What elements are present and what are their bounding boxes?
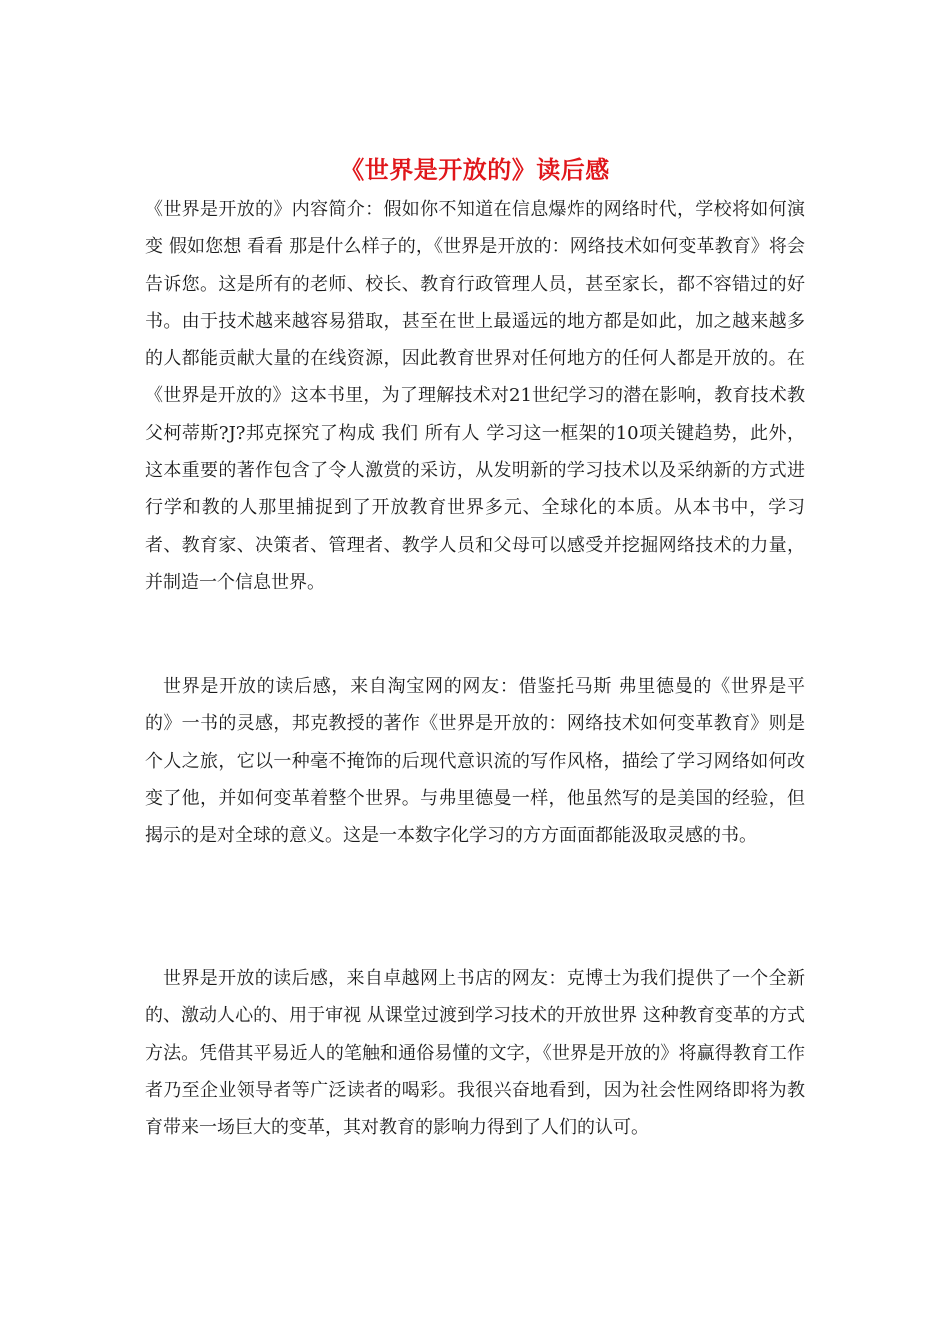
paragraph-introduction: 《世界是开放的》内容简介：假如你不知道在信息爆炸的网络时代，学校将如何演变 假如您想 看看 那是什么样子的，《世界是开放的：网络技术如何变革教育》将会告诉您。这是所有的老师、校长、教育行政管理人员，甚至家长，都不容错过的好书。由于技术越来越容易猎取，甚至在世上最遥远的地方都是如此，加之越来越多的人都能贡献大量的在线资源，因此教育世界对任何地方的任何人都是开放的。在《世界是开放的》这本书里，为了理解技术对21世纪学习的潜在影响，教育技术教父柯蒂斯?J?邦克探究了构成 我们 所有人 学习这一框架的10项关键趋势，此外，这本重要的著作包含了令人激赏的采访，从发明新的学习技术以及采纳新的方式进行学和教的人那里捕捉到了开放教育世界多元、全球化的本质。从本书中，学习者、教育家、决策者、管理者、教学人员和父母可以感受并挖掘网络技术的力量，并制造一个信息世界。 [145, 199, 805, 593]
paragraph-joyo-review: 世界是开放的读后感，来自卓越网上书店的网友：克博士为我们提供了一个全新的、激动人心的、用于审视 从课堂过渡到学习技术的开放世界 这种教育变革的方式方法。凭借其平易近人的笔触和通俗易懂的文字，《世界是开放的》将赢得教育工作者乃至企业领导者等广泛读者的喝彩。我很兴奋地看到，因为社会性网络即将为教育带来一场巨大的变革，其对教育的影响力得到了人们的认可。 [145, 968, 805, 1139]
paragraph-taobao-review: 世界是开放的读后感，来自淘宝网的网友：借鉴托马斯 弗里德曼的《世界是平的》一书的灵感，邦克教授的著作《世界是开放的：网络技术如何变革教育》则是个人之旅，它以一种毫不掩饰的后现代意识流的写作风格，描绘了学习网络如何改变了他，并如何变革着整个世界。与弗里德曼一样，他虽然写的是美国的经验，但揭示的是对全球的意义。这是一本数字化学习的方方面面都能汲取灵感的书。 [145, 676, 805, 847]
document-title: 《世界是开放的》读后感 [340, 155, 610, 184]
